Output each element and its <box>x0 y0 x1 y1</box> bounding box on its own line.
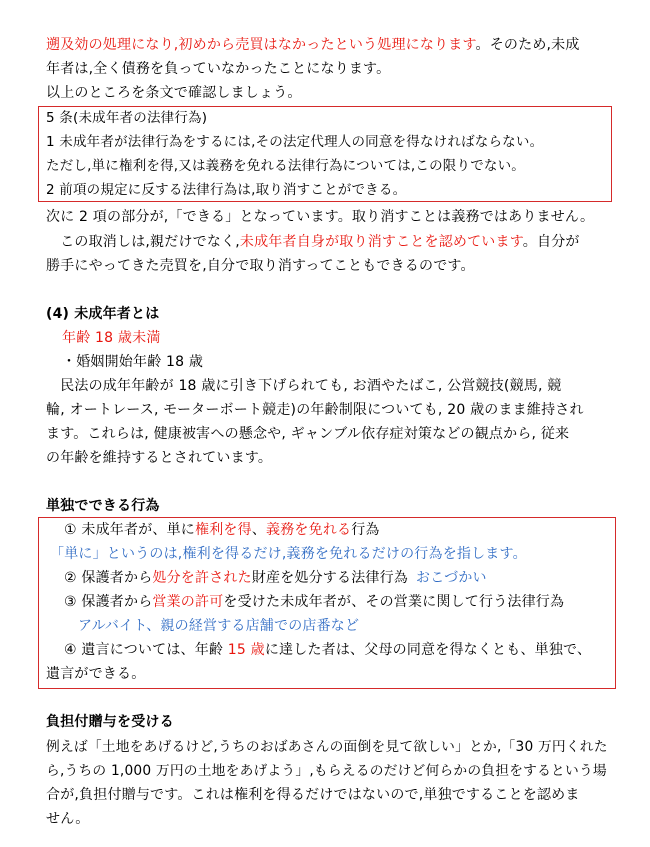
minor-marriage-age: ・婚姻開始年齢 18 歳 <box>62 354 204 370</box>
intro-line-1: 遡及効の処理になり,初めから売買はなかったという処理になります。そのため,未成 <box>46 37 580 53</box>
solo-heading: 単独でできる行為 <box>46 498 160 514</box>
gift-paragraph-line-1: 例えば「土地をあげるけど,うちのおばあさんの面倒を見て欲しい」とか,「30 万円くれた <box>46 739 608 755</box>
minor-paragraph-line-1: 民法の成年年齢が 18 歳に引き下げられても, お酒やたばこ, 公営競技(競馬, 競 <box>46 378 562 394</box>
solo-item-2: ② 保護者から処分を許された財産を処分する法律行為 おこづかい <box>64 570 487 586</box>
intro-line-3: 以上のところを条文で確認しましょう。 <box>46 85 302 101</box>
solo-item-3-note: アルバイト、親の経営する店舗での店番など <box>78 618 360 634</box>
after-line-2: この取消しは,親だけでなく,未成年者自身が取り消すことを認めています。自分が <box>46 234 580 250</box>
minor-age: 年齢 18 歳未満 <box>62 330 161 346</box>
gift-paragraph-line-3: 合が,負担付贈与です。これは権利を得るだけではないので,単独ですることを認めま <box>46 787 580 803</box>
article-title: 5 条(未成年者の法律行為) <box>46 110 208 126</box>
after-line-3: 勝手にやってきた売買を,自分で取り消すってこともできるのです。 <box>46 258 475 274</box>
intro-red-text: 遡及効の処理になり,初めから売買はなかったという処理になります <box>46 37 476 53</box>
after-line-1: 次に 2 項の部分が,「できる」となっています。取り消すことは義務ではありません。 <box>46 209 595 225</box>
solo-item-1: ① 未成年者が、単に権利を得、義務を免れる行為 <box>64 522 380 538</box>
solo-item-4: ④ 遺言については、年齢 15 歳に達した者は、父母の同意を得なくとも、単独で、 <box>64 642 592 658</box>
minor-paragraph-line-3: ます。これらは, 健康被害への懸念や, ギャンブル依存症対策などの観点から, 従来 <box>46 426 570 442</box>
solo-item-1-note: 「単に」というのは,権利を得るだけ,義務を免れるだけの行為を指します。 <box>50 546 527 562</box>
minor-heading: (4) 未成年者とは <box>46 306 160 322</box>
gift-paragraph-line-4: せん。 <box>46 811 90 827</box>
gift-heading: 負担付贈与を受ける <box>46 714 174 730</box>
solo-item-3: ③ 保護者から営業の許可を受けた未成年者が、その営業に関して行う法律行為 <box>64 594 565 610</box>
solo-item-4-line-2: 遺言ができる。 <box>46 666 146 682</box>
article-paragraph-1-proviso: ただし,単に権利を得,又は義務を免れる法律行為については,この限りでない。 <box>46 158 526 174</box>
article-paragraph-2: 2 前項の規定に反する法律行為は,取り消すことができる。 <box>46 182 407 198</box>
after-red-text: 未成年者自身が取り消すことを認めています <box>239 234 523 250</box>
article-paragraph-1: 1 未成年者が法律行為をするには,その法定代理人の同意を得なければならない。 <box>46 134 544 150</box>
minor-paragraph-line-4: の年齢を維持するとされています。 <box>46 450 273 466</box>
gift-paragraph-line-2: ら,うちの 1,000 万円の土地をあげよう」,もらえるのだけど何らかの負担をするという場 <box>46 763 607 779</box>
intro-line-2: 年者は,全く債務を負っていなかったことになります。 <box>46 61 391 77</box>
minor-paragraph-line-2: 輪, オートレース, モーターボート競走)の年齢制限についても, 20 歳のまま維持され <box>46 402 584 418</box>
